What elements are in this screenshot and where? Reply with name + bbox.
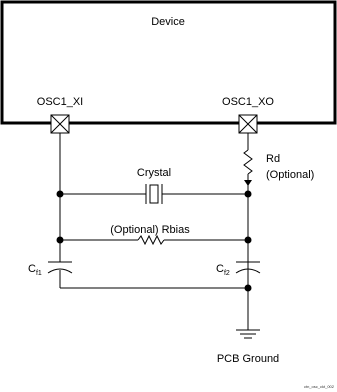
junction-dot	[57, 191, 64, 198]
junction-dot	[57, 237, 64, 244]
ground-icon	[236, 330, 260, 338]
junction-dot	[245, 237, 252, 244]
crystal-label: Crystal	[136, 167, 172, 179]
pin-label-xi: OSC1_XI	[36, 96, 84, 108]
figure-id: ctn_osc_ckt_002	[303, 384, 334, 389]
pin-xi-icon	[51, 115, 69, 133]
cf2-label: Cf2	[216, 263, 230, 277]
junction-dot	[245, 191, 252, 198]
rd-arrow-icon	[244, 180, 252, 186]
rd-resistor-icon	[244, 150, 252, 174]
rd-note: (Optional)	[266, 169, 315, 181]
pin-xo-icon	[239, 115, 257, 133]
rd-label: Rd	[266, 153, 281, 165]
rbias-resistor-icon	[138, 236, 164, 244]
crystal-icon	[146, 184, 162, 204]
cf1-label: Cf1	[28, 263, 42, 277]
rbias-label: (Optional) Rbias	[110, 224, 190, 236]
ground-label: PCB Ground	[216, 353, 280, 365]
device-label: Device	[151, 16, 185, 28]
pin-label-xo: OSC1_XO	[222, 96, 274, 108]
